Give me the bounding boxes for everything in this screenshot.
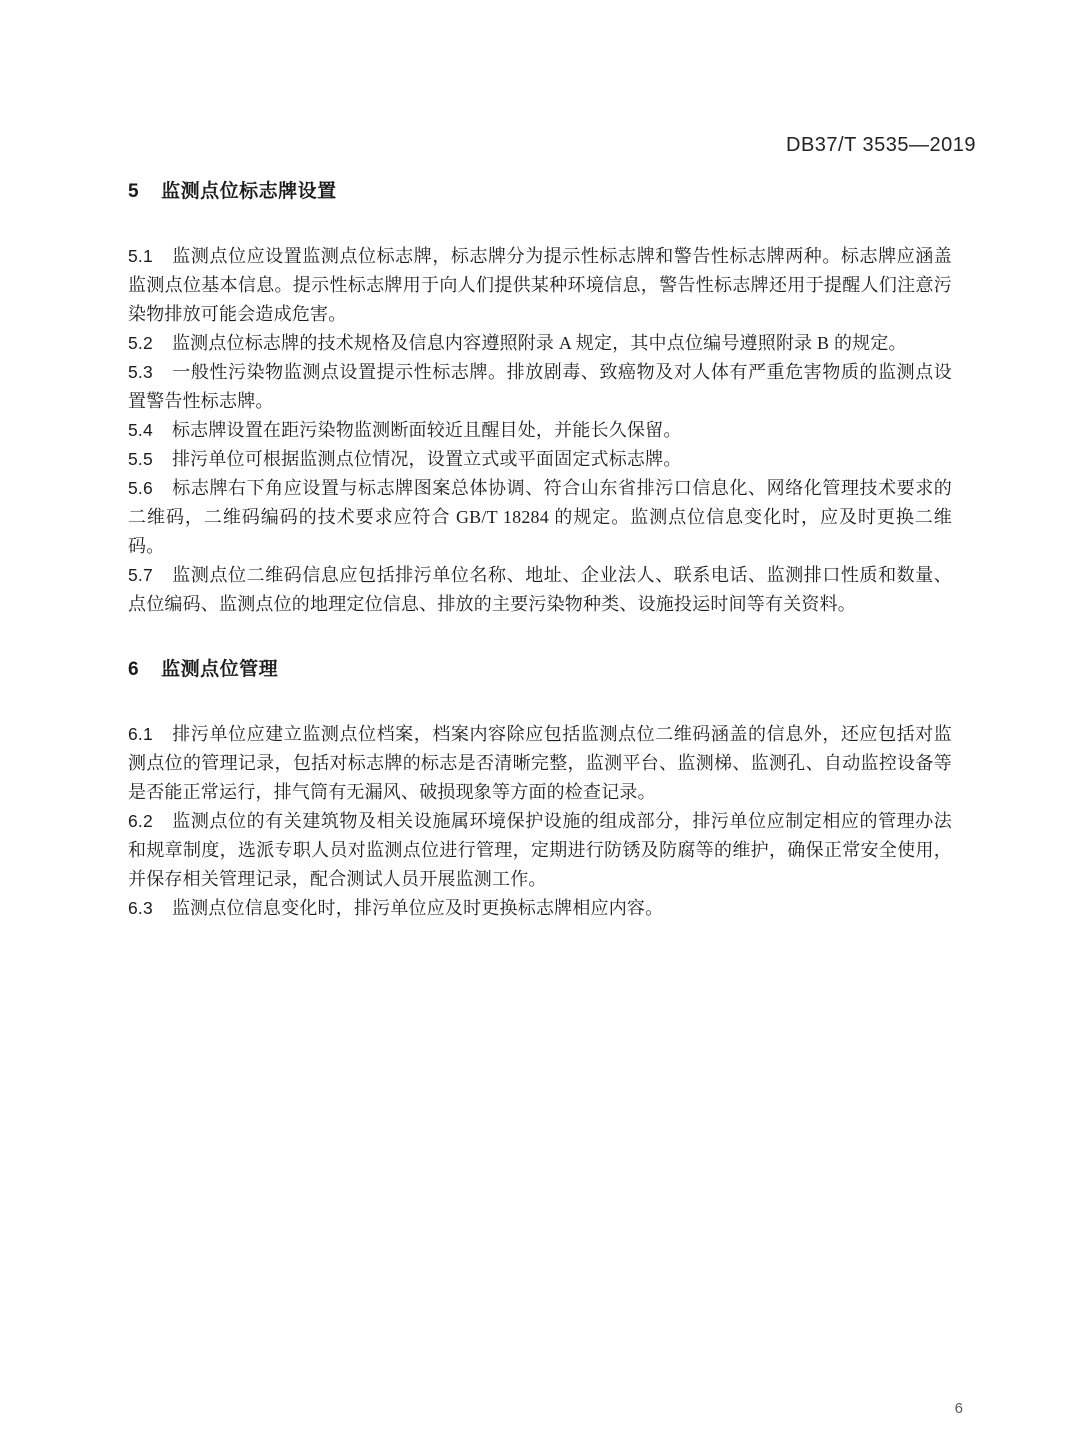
clause-5-6-text: 标志牌右下角应设置与标志牌图案总体协调、符合山东省排污口信息化、网络化管理技术要求的二维码，二维码编码的技术要求应符合 GB/T 18284 的规定。监测点位信息变化时，应及时更换二维码。 (128, 478, 952, 556)
clause-5-2-text: 监测点位标志牌的技术规格及信息内容遵照附录 A 规定，其中点位编号遵照附录 B 的规定。 (171, 333, 907, 353)
clause-5-4-text: 标志牌设置在距污染物监测断面较近且醒目处，并能长久保留。 (171, 420, 682, 440)
clause-5-5-text: 排污单位可根据监测点位情况，设置立式或平面固定式标志牌。 (171, 449, 682, 469)
section-5-heading (128, 180, 952, 204)
clause-5-7-number: 5.7 (128, 565, 153, 585)
page-number: 6 (954, 1400, 963, 1417)
document-content (0, 180, 1080, 923)
clause-6-2-number: 6.2 (128, 811, 153, 831)
clause-5-7-text: 监测点位二维码信息应包括排污单位名称、地址、企业法人、联系电话、监测排口性质和数量、点位编码、监测点位的地理定位信息、排放的主要污染物种类、设施投运时间等有关资料。 (128, 565, 952, 614)
clause-6-3 (128, 894, 952, 923)
clause-6-1-number: 6.1 (128, 724, 153, 744)
clause-5-2-number: 5.2 (128, 333, 153, 353)
clause-5-3-number: 5.3 (128, 362, 153, 382)
clause-5-5 (128, 445, 952, 474)
clause-5-4 (128, 416, 952, 445)
clause-5-2 (128, 329, 952, 358)
section-6-title: 监测点位管理 (161, 659, 279, 680)
standard-number: DB37/T 3535—2019 (786, 134, 976, 156)
section-5-number: 5 (128, 181, 140, 202)
clause-6-2-text: 监测点位的有关建筑物及相关设施属环境保护设施的组成部分，排污单位应制定相应的管理办法和规章制度，选派专职人员对监测点位进行管理，定期进行防锈及防腐等的维护，确保正常安全使用，并保存相关管理记录，配合测试人员开展监测工作。 (128, 811, 952, 889)
clause-6-3-text: 监测点位信息变化时，排污单位应及时更换标志牌相应内容。 (171, 898, 664, 918)
clause-5-1-text: 监测点位应设置监测点位标志牌，标志牌分为提示性标志牌和警告性标志牌两种。标志牌应涵盖监测点位基本信息。提示性标志牌用于向人们提供某种环境信息，警告性标志牌还用于提醒人们注意污染物排放可能会造成危害。 (128, 246, 952, 324)
section-5-title: 监测点位标志牌设置 (161, 181, 337, 202)
clause-5-1-number: 5.1 (128, 246, 153, 266)
clause-5-5-number: 5.5 (128, 449, 153, 469)
clause-5-3-text: 一般性污染物监测点设置提示性标志牌。排放剧毒、致癌物及对人体有严重危害物质的监测点设置警告性标志牌。 (128, 362, 952, 411)
clause-6-1 (128, 720, 952, 807)
clause-6-1-text: 排污单位应建立监测点位档案，档案内容除应包括监测点位二维码涵盖的信息外，还应包括对监测点位的管理记录，包括对标志牌的标志是否清晰完整，监测平台、监测梯、监测孔、自动监控设备等是否能正常运行，排气筒有无漏风、破损现象等方面的检查记录。 (128, 724, 952, 802)
clause-5-7 (128, 561, 952, 619)
clause-5-6-number: 5.6 (128, 478, 153, 498)
section-6-heading (128, 658, 952, 682)
clause-5-1 (128, 242, 952, 329)
clause-5-3 (128, 358, 952, 416)
clause-6-2 (128, 807, 952, 894)
section-6-number: 6 (128, 659, 140, 680)
clause-5-4-number: 5.4 (128, 420, 153, 440)
clause-5-6 (128, 474, 952, 561)
clause-6-3-number: 6.3 (128, 898, 153, 918)
document-header (0, 0, 1080, 157)
